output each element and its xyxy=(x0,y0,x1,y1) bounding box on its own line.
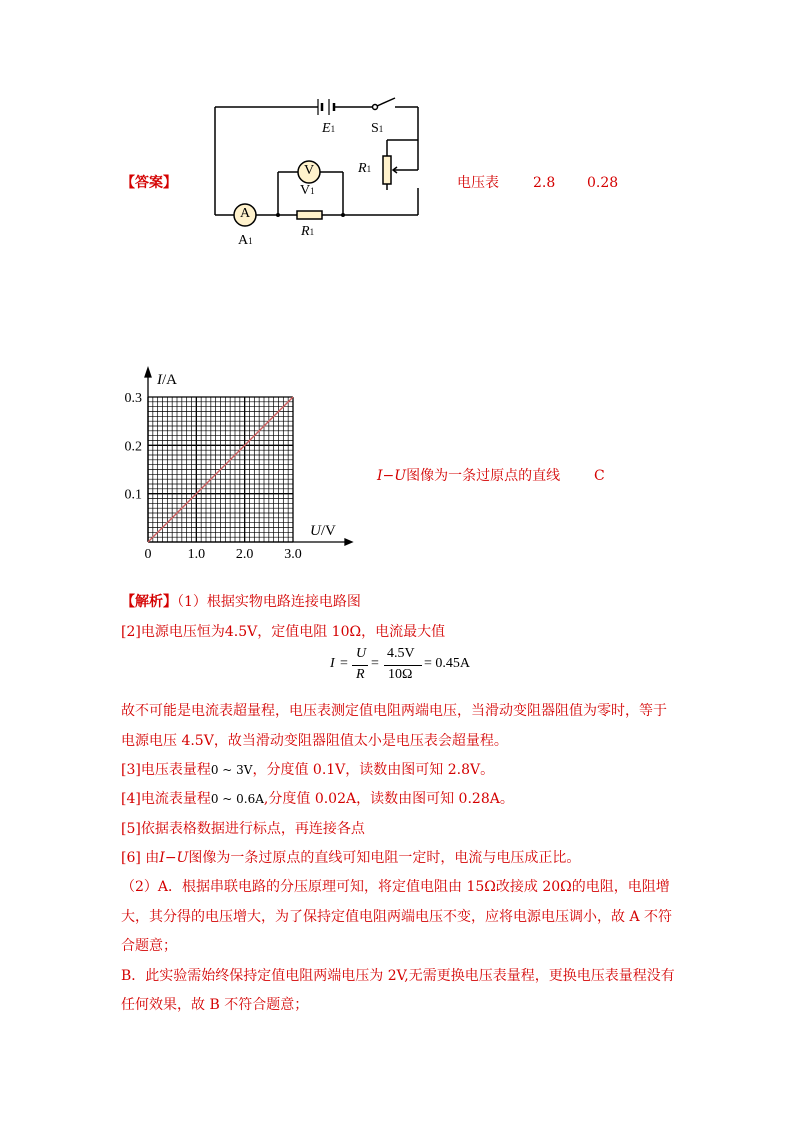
ammeter-label: A1 xyxy=(238,233,253,248)
analysis-intro: 【解析】（1）根据实物电路连接电路图 xyxy=(121,594,361,610)
x-axis-arrow xyxy=(345,539,352,545)
answer-blank-5: C xyxy=(594,468,605,484)
analysis-p3-line2: 电源电压 4.5V，故当滑动变阻器阻值太小是电压表会超量程。 xyxy=(121,733,508,749)
x-tick-label: 2.0 xyxy=(235,547,254,560)
answer-tag: 【答案】 xyxy=(121,175,177,191)
x-axis-label: U/V xyxy=(310,523,336,539)
analysis-p6: [5]依据表格数据进行标点，再连接各点 xyxy=(121,821,365,837)
y-tick-label: 0.1 xyxy=(124,487,142,503)
analysis-p4: [3]电压表量程0 ~ 3V，分度值 0.1V，读数由图可知 2.8V。 xyxy=(121,762,495,778)
formula: I = U R = 4.5V 10Ω = 0.45A xyxy=(330,646,471,682)
analysis-p5: [4]电流表量程0 ~ 0.6A,分度值 0.02A，读数由图可知 0.28A。 xyxy=(121,791,514,807)
y-tick-label: 0.2 xyxy=(124,439,142,455)
analysis-p3-line1: 故不可能是电流表超量程，电压表测定值电阻两端电压，当滑动变阻器阻值为零时，等于 xyxy=(121,703,667,719)
chart-axes xyxy=(145,368,352,545)
analysis-p8-line3: 合题意； xyxy=(121,938,177,954)
voltmeter-symbol: V xyxy=(304,163,315,178)
battery-label: E1 xyxy=(322,121,336,136)
x-tick-label: 1.0 xyxy=(187,547,206,560)
y-axis-arrow xyxy=(145,368,151,377)
switch-label: S1 xyxy=(371,121,384,136)
y-axis-label: I/A xyxy=(157,372,177,388)
analysis-p9-line1: B．此实验需始终保持定值电阻两端电压为 2V,无需更换电压表量程，更换电压表量程没有 xyxy=(121,968,675,984)
iu-chart xyxy=(100,360,360,560)
circuit-diagram xyxy=(200,90,440,260)
analysis-p8-line1: （2）A．根据串联电路的分压原理可知，将定值电阻由 15Ω改接成 20Ω的电阻，电阻增 xyxy=(121,879,670,895)
x-tick-label: 3.0 xyxy=(284,547,302,560)
voltmeter-label: V1 xyxy=(300,183,315,198)
analysis-p9-line2: 任何效果，故 B 不符合题意； xyxy=(121,997,309,1013)
ammeter-symbol: A xyxy=(240,206,251,221)
analysis-p2: [2]电源电压恒为4.5V，定值电阻 10Ω，电流最大值 xyxy=(121,624,446,640)
analysis-p8-line2: 大，其分得的电压增大，为了保持定值电阻两端电压不变，应将电源电压调小，故 A 不符 xyxy=(121,909,673,925)
x-tick-label: 0 xyxy=(144,547,152,560)
rheostat-label: R1 xyxy=(358,161,372,176)
analysis-p7: [6] 由I−U图像为一条过原点的直线可知电阻一定时，电流与电压成正比。 xyxy=(121,850,581,866)
answer-blank-4: I−U图像为一条过原点的直线 xyxy=(377,468,561,484)
answer-blank-1: 电压表 xyxy=(457,175,499,191)
resistor-label: R1 xyxy=(301,224,315,239)
y-tick-label: 0.3 xyxy=(124,391,142,406)
answer-blank-2: 2.8 xyxy=(533,175,556,191)
answer-blank-3: 0.28 xyxy=(587,175,619,191)
